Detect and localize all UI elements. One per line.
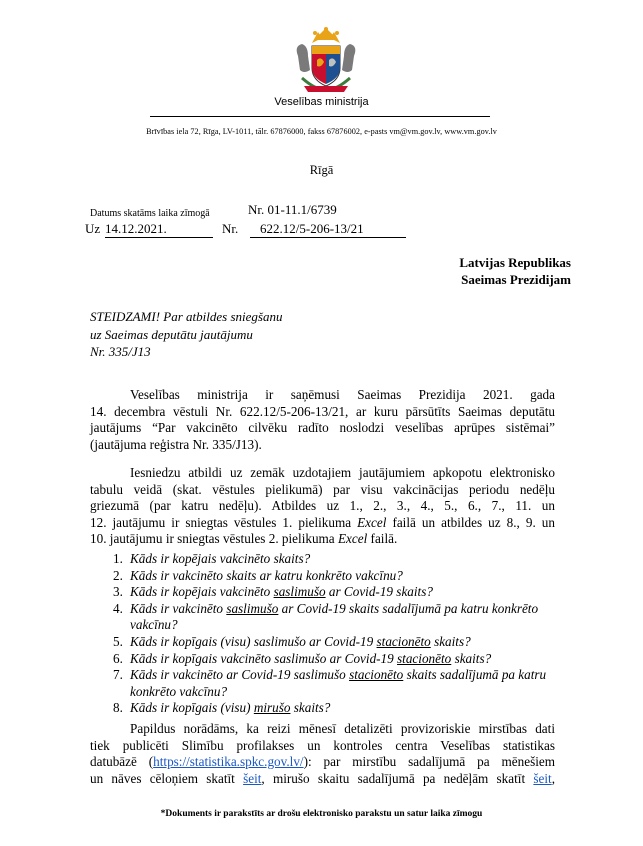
paragraph-line: 14. decembra vēstuli Nr. 622.12/5-206-13/21, ar kuru pārsūtīts Saeimas deputātu	[90, 403, 555, 419]
subject-line-3: Nr. 335/J13	[90, 344, 151, 359]
paragraph-mortality	[90, 721, 555, 787]
question-item: 2. Kāds ir vakcinēto skaits ar katru konkrēto vakcīnu?	[113, 567, 403, 583]
document-number: Nr. 01-11.1/6739	[248, 202, 337, 217]
question-number: 2.	[113, 567, 123, 583]
question-item: 7. Kāds ir vakcinēto ar Covid-19 saslimušo stacionēto skaits sadalījumā pa katru konkrēto vakcīnu?	[113, 667, 547, 699]
question-number: 5.	[113, 633, 123, 649]
paragraph-line: griezumā (par katru nedēļu). Atbildes uz 1., 2., 3., 4., 5., 6., 7., 11. un	[90, 498, 555, 514]
question-item: 8. Kāds ir kopīgais (visu) mirušo skaits?	[113, 700, 331, 716]
mortality-by-month-link[interactable]: šeit	[243, 770, 262, 786]
paragraph-line: jautājums “Par vakcinēto cilvēku radīto noslodzi veselības aprūpes sistēmai”	[90, 420, 555, 436]
question-item: 5. Kāds ir kopīgais (visu) saslimušo ar Covid-19 stacionēto skaits?	[113, 633, 471, 649]
recipient-line-2: Saeimas Prezidijam	[461, 272, 571, 287]
date-label: Datums skatāms laika zīmogā	[90, 208, 210, 219]
question-number: 4.	[113, 600, 123, 616]
recipient-block	[400, 254, 571, 288]
mortality-by-week-link[interactable]: šeit	[533, 770, 552, 786]
coat-of-arms-logo	[288, 26, 364, 96]
paragraph-answer	[90, 465, 555, 548]
question-number: 1.	[113, 551, 123, 566]
uz-number: 622.12/5-206-13/21	[250, 221, 406, 238]
excel-term: Excel	[337, 531, 368, 547]
question-item: 3. Kāds ir kopējais vakcinēto saslimušo ar Covid-19 skaits?	[113, 584, 433, 600]
question-number: 6.	[113, 650, 123, 666]
question-item: 1. Kāds ir kopējais vakcinēto skaits?	[113, 551, 311, 566]
paragraph-line: tiek publicēti Slimību profilakses un kontroles centra Veselības statistikas	[90, 737, 555, 753]
ministry-address: Brīvības iela 72, Rīga, LV-1011, tālr. 67876000, fakss 67876002, e-pasts vm@vm.gov.lv, www.vm.gov.lv	[146, 127, 497, 136]
paragraph-line: 10. jautājumu ir sniegtas vēstules 2. pielikuma Excel failā.	[90, 531, 398, 547]
paragraph-line: Veselības ministrija ir saņēmusi Saeimas Prezidija 2021. gada	[130, 387, 555, 402]
subject-block	[90, 308, 282, 361]
uz-date: 14.12.2021.	[105, 221, 213, 238]
question-number: 3.	[113, 584, 123, 600]
underlined-term: saslimušo	[273, 584, 326, 600]
recipient-line-1: Latvijas Republikas	[459, 255, 571, 270]
subject-line-2: uz Saeimas deputātu jautājumu	[90, 326, 253, 342]
nr-label: Nr.	[222, 221, 239, 236]
signature-footnote: *Dokuments ir parakstīts ar drošu elektronisko parakstu un satur laika zīmogu	[160, 809, 483, 819]
paragraph-line: datubāzē (https://statistika.spkc.gov.lv/): par mirstību sadalījumā pa mēnešiem	[90, 754, 555, 770]
paragraph-line: Iesniedzu atbildi uz zemāk uzdotajiem jautājumiem apkopotu elektronisko	[130, 465, 555, 480]
question-number: 8.	[113, 700, 123, 716]
questions-list	[90, 551, 555, 717]
ministry-name: Veselības ministrija	[274, 96, 369, 108]
subject-line-1: STEIDZAMI! Par atbildes sniegšanu	[90, 309, 283, 324]
underlined-term: stacionēto	[349, 667, 404, 683]
question-number: 7.	[113, 667, 123, 683]
header-divider	[150, 116, 490, 117]
spkc-statistics-link[interactable]: https://statistika.spkc.gov.lv/	[153, 754, 304, 770]
underlined-term: stacionēto	[397, 650, 452, 666]
excel-term: Excel	[357, 514, 387, 530]
city-line: Rīgā	[309, 163, 334, 177]
paragraph-line: (jautājuma reģistra Nr. 335/J13).	[90, 436, 262, 452]
paragraph-line: tabulu veidā (skat. vēstules pielikumā) par visu vakcinācijas periodu nedēļu	[90, 481, 555, 497]
underlined-term: saslimušo	[226, 600, 279, 616]
question-item: 4. Kāds ir vakcinēto saslimušo ar Covid-19 skaits sadalījumā pa katru konkrēto vakcīnu?	[113, 600, 539, 633]
paragraph-line: 12. jautājumu ir sniegtas vēstules 1. pielikuma Excel failā un atbildes uz 8., 9. un	[90, 514, 555, 530]
question-item: 6. Kāds ir kopīgais vakcinēto saslimušo ar Covid-19 stacionēto skaits?	[113, 650, 492, 666]
underlined-term: stacionēto	[376, 633, 431, 649]
paragraph-line: un nāves cēloņiem skatīt šeit, mirušo skaitu sadalījumā pa nedēļām skatīt šeit,	[90, 770, 555, 786]
paragraph-line: Papildus norādāms, ka reizi mēnesī detalizēti provizoriskie mirstības dati	[130, 721, 555, 736]
uz-label: Uz	[85, 221, 101, 236]
paragraph-intro	[90, 387, 555, 453]
underlined-term: mirušo	[253, 700, 291, 716]
